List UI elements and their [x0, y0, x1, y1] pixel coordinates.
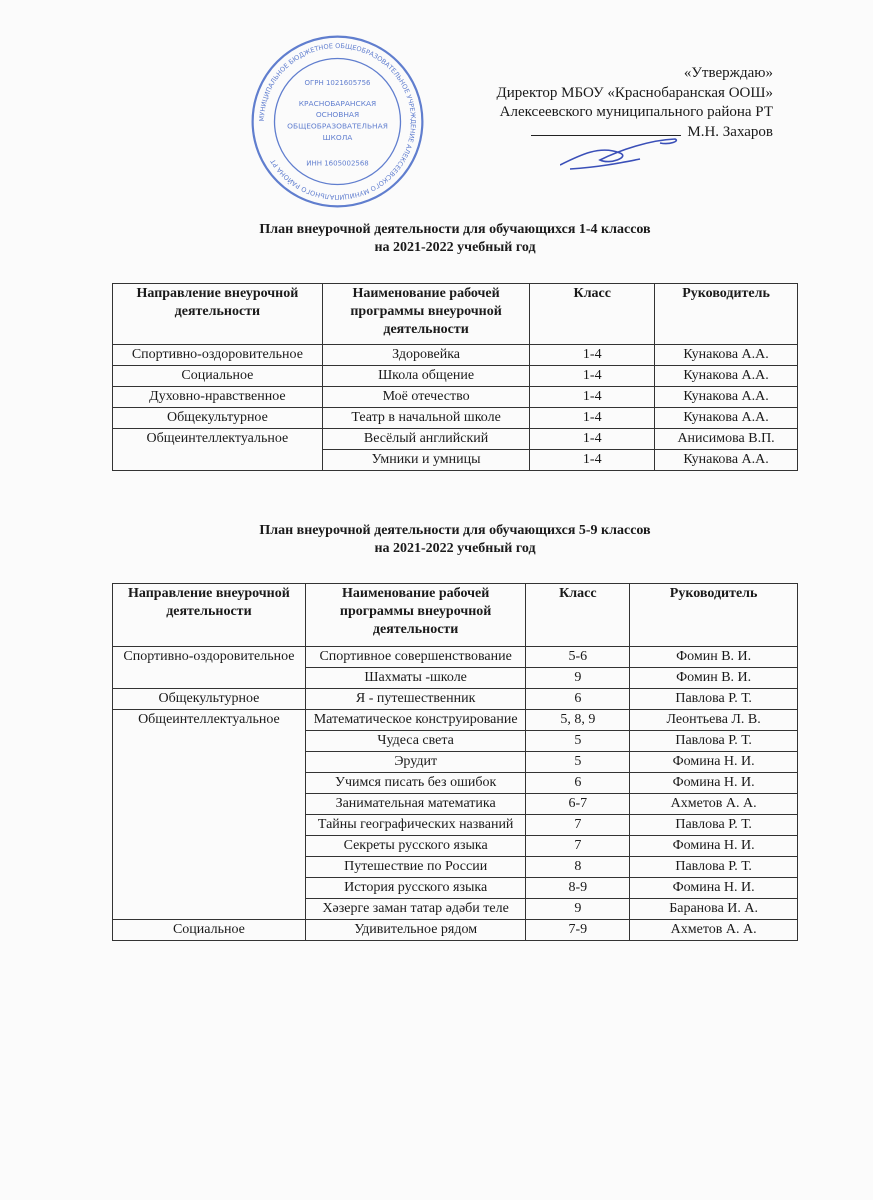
header-row [113, 284, 798, 345]
program-cell: Школа общение [322, 366, 530, 387]
leader-cell: Леонтьева Л. В. [630, 710, 798, 731]
signer-name: М.Н. Захаров [687, 123, 773, 140]
stamp-center-line: ОСНОВНАЯ [315, 110, 360, 120]
class-cell: 1-4 [530, 429, 655, 450]
leader-cell: Ахметов А. А. [630, 920, 798, 941]
direction-cell: Общеинтеллектуальное [113, 710, 306, 920]
class-cell: 9 [526, 899, 630, 920]
school-stamp [250, 34, 425, 209]
program-cell: Путешествие по России [305, 857, 526, 878]
program-cell: Чудеса света [305, 731, 526, 752]
program-cell: Математическое конструирование [305, 710, 526, 731]
direction-cell: Общекультурное [113, 689, 306, 710]
class-cell: 5, 8, 9 [526, 710, 630, 731]
table-row [113, 710, 798, 731]
program-cell: История русского языка [305, 878, 526, 899]
class-cell: 7-9 [526, 920, 630, 941]
class-cell: 1-4 [530, 366, 655, 387]
program-cell: Умники и умницы [322, 450, 530, 471]
header-row [113, 584, 798, 647]
signature [560, 135, 680, 175]
table-row [113, 387, 798, 408]
class-cell: 1-4 [530, 408, 655, 429]
table-row [113, 345, 798, 366]
direction-cell: Духовно-нравственное [113, 387, 323, 408]
class-cell: 1-4 [530, 345, 655, 366]
approval-heading: «Утверждаю» [683, 65, 773, 81]
stamp-center-line: ШКОЛА [322, 132, 353, 142]
leader-cell: Фомина Н. И. [630, 773, 798, 794]
program-cell: Хәзерге заман татар әдәби теле [305, 899, 526, 920]
class-cell: 6 [526, 689, 630, 710]
direction-cell: Спортивно-оздоровительное [113, 345, 323, 366]
direction-cell: Социальное [113, 366, 323, 387]
class-cell: 6 [526, 773, 630, 794]
plan2-title: План внеурочной деятельности для обучающихся 5-9 классов [259, 523, 651, 538]
class-cell: 6-7 [526, 794, 630, 815]
leader-cell: Павлова Р. Т. [630, 689, 798, 710]
class-cell: 7 [526, 836, 630, 857]
program-cell: Весёлый английский [322, 429, 530, 450]
stamp-ring-text: МУНИЦИПАЛЬНОЕ БЮДЖЕТНОЕ ОБЩЕОБРАЗОВАТЕЛЬНОЕ УЧРЕЖДЕНИЕ АЛЕКСЕЕВСКОГО МУНИЦИПАЛЬНОГО РАЙОНА РТ [257, 41, 418, 202]
leader-cell: Баранова И. А. [630, 899, 798, 920]
direction-cell: Общеинтеллектуальное [113, 429, 323, 471]
leader-cell: Кунакова А.А. [655, 387, 798, 408]
leader-cell: Кунакова А.А. [655, 450, 798, 471]
class-cell: 5 [526, 752, 630, 773]
plan1-subtitle: на 2021-2022 учебный год [374, 240, 536, 255]
program-cell: Удивительное рядом [305, 920, 526, 941]
leader-cell: Анисимова В.П. [655, 429, 798, 450]
program-cell: Спортивное совершенствование [305, 647, 526, 668]
stamp-center-line: КРАСНОБАРАНСКАЯ [298, 98, 377, 108]
program-cell: Учимся писать без ошибок [305, 773, 526, 794]
column-header: Класс [526, 584, 630, 647]
stamp-center-line: ОБЩЕОБРАЗОВАТЕЛЬНАЯ [287, 121, 388, 131]
column-header: Направление внеурочной деятельности [113, 584, 306, 647]
leader-cell: Фомин В. И. [630, 647, 798, 668]
class-cell: 8 [526, 857, 630, 878]
plan1-table [112, 283, 798, 471]
column-header: Класс [530, 284, 655, 345]
table-row [113, 408, 798, 429]
leader-cell: Павлова Р. Т. [630, 731, 798, 752]
class-cell: 1-4 [530, 387, 655, 408]
leader-cell: Павлова Р. Т. [630, 857, 798, 878]
class-cell: 8-9 [526, 878, 630, 899]
class-cell: 1-4 [530, 450, 655, 471]
table-row [113, 689, 798, 710]
direction-cell: Спортивно-оздоровительное [113, 647, 306, 689]
approval-district: Алексеевского муниципального района РТ [499, 104, 773, 120]
program-cell: Секреты русского языка [305, 836, 526, 857]
column-header: Наименование рабочей программы внеурочной деятельности [322, 284, 530, 345]
column-header: Руководитель [630, 584, 798, 647]
approval-position: Директор МБОУ «Краснобаранская ООШ» [496, 84, 773, 101]
leader-cell: Кунакова А.А. [655, 345, 798, 366]
stamp-ogrn: ОГРН 1021605756 [304, 78, 371, 87]
column-header: Направление внеурочной деятельности [113, 284, 323, 345]
class-cell: 9 [526, 668, 630, 689]
direction-cell: Социальное [113, 920, 306, 941]
leader-cell: Фомина Н. И. [630, 836, 798, 857]
program-cell: Тайны географических названий [305, 815, 526, 836]
table-row [113, 920, 798, 941]
program-cell: Театр в начальной школе [322, 408, 530, 429]
leader-cell: Фомина Н. И. [630, 878, 798, 899]
program-cell: Шахматы -школе [305, 668, 526, 689]
leader-cell: Ахметов А. А. [630, 794, 798, 815]
column-header: Наименование рабочей программы внеурочной деятельности [305, 584, 526, 647]
column-header: Руководитель [655, 284, 798, 345]
leader-cell: Павлова Р. Т. [630, 815, 798, 836]
class-cell: 5 [526, 731, 630, 752]
plan2-subtitle: на 2021-2022 учебный год [374, 541, 536, 556]
table-row [113, 366, 798, 387]
program-cell: Моё отечество [322, 387, 530, 408]
plan2-table [112, 583, 798, 941]
program-cell: Эрудит [305, 752, 526, 773]
stamp-inn: ИНН 1605002568 [306, 159, 369, 168]
leader-cell: Фомин В. И. [630, 668, 798, 689]
leader-cell: Кунакова А.А. [655, 366, 798, 387]
class-cell: 5-6 [526, 647, 630, 668]
program-cell: Занимательная математика [305, 794, 526, 815]
class-cell: 7 [526, 815, 630, 836]
plan1-title: План внеурочной деятельности для обучающихся 1-4 классов [259, 222, 651, 237]
table-row [113, 647, 798, 668]
program-cell: Здоровейка [322, 345, 530, 366]
leader-cell: Кунакова А.А. [655, 408, 798, 429]
approval-block [497, 64, 773, 142]
program-cell: Я - путешественник [305, 689, 526, 710]
stamp-center-text [287, 99, 388, 142]
direction-cell: Общекультурное [113, 408, 323, 429]
leader-cell: Фомина Н. И. [630, 752, 798, 773]
table-row [113, 429, 798, 450]
